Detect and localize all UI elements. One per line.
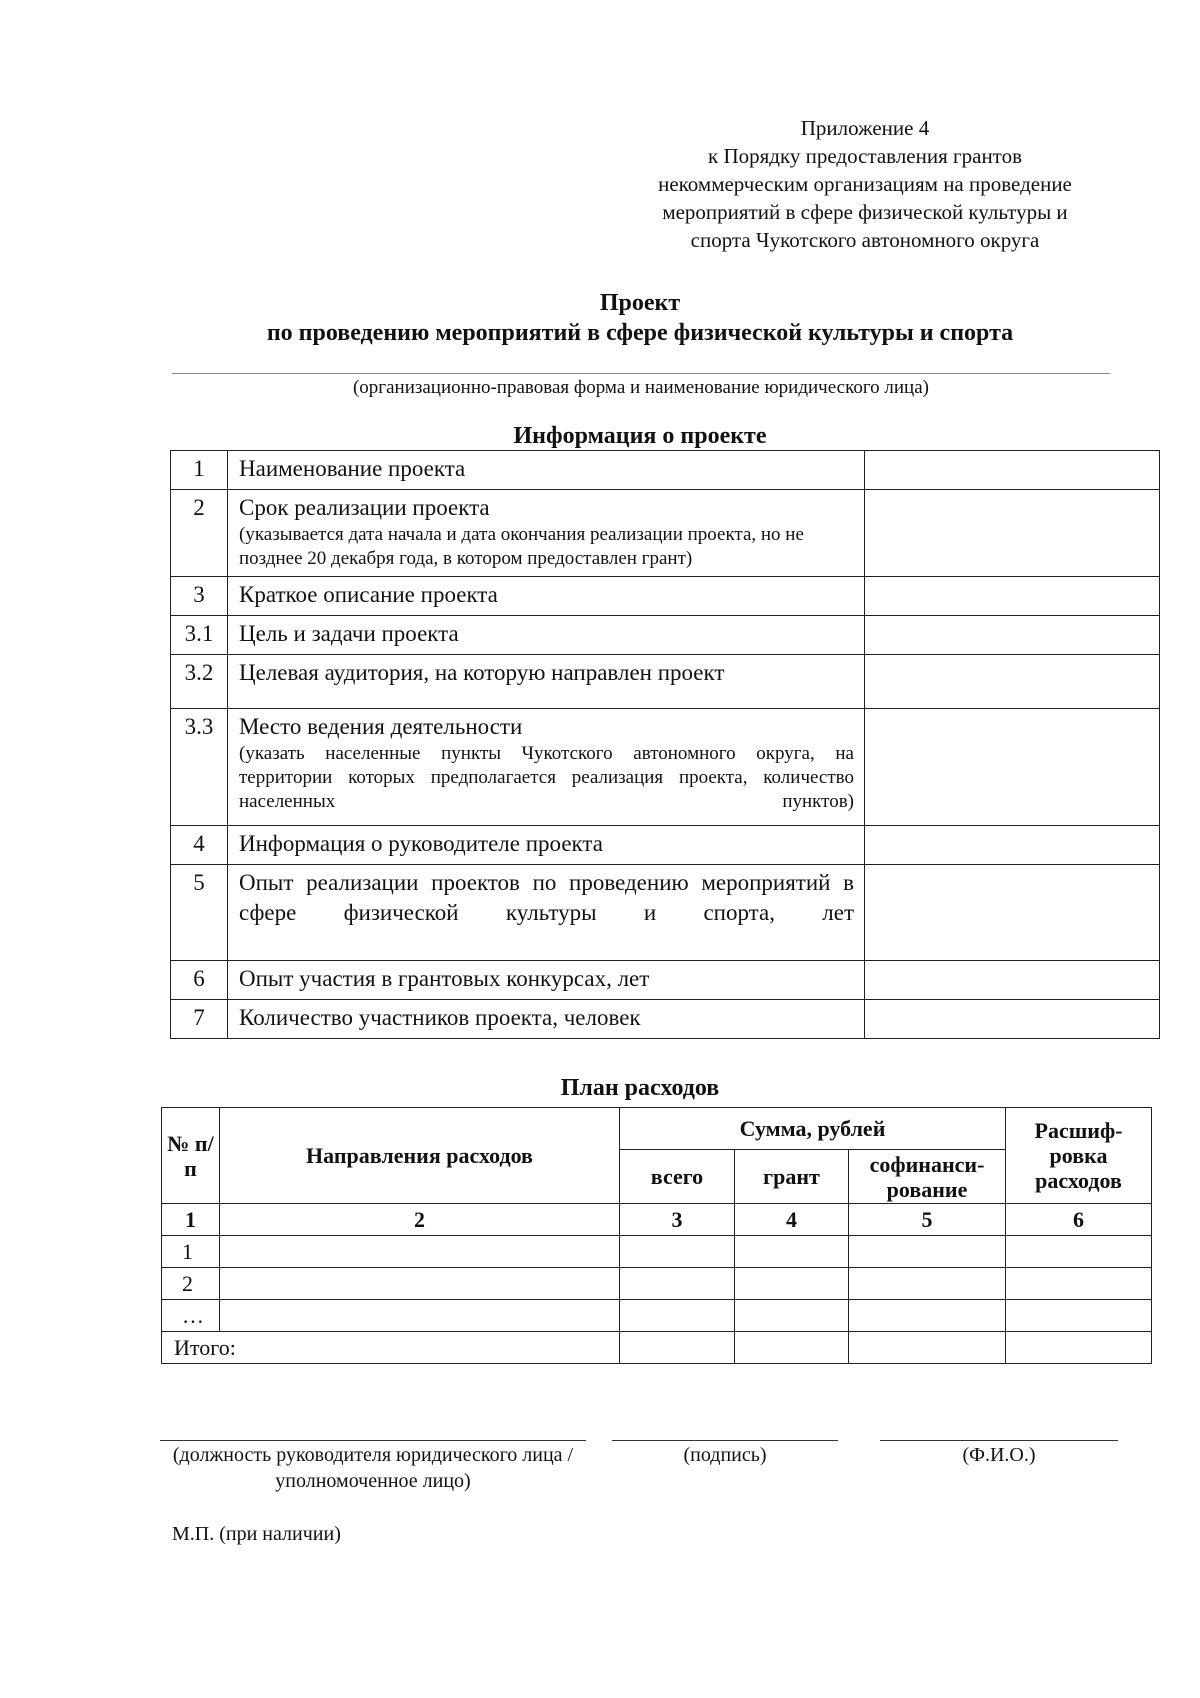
row-label: Количество участников проекта, человек bbox=[228, 1000, 865, 1039]
org-caption: (организационно-правовая форма и наименование юридического лица) bbox=[352, 377, 929, 398]
expense-total-cell[interactable] bbox=[620, 1236, 735, 1268]
row-number: 4 bbox=[171, 826, 228, 865]
expense-cofin-cell[interactable] bbox=[849, 1300, 1006, 1332]
position-signature-line[interactable] bbox=[160, 1440, 586, 1441]
signature-caption: (подпись) bbox=[683, 1444, 767, 1466]
expense-direction-cell[interactable] bbox=[220, 1268, 620, 1300]
appendix-line: мероприятий в сфере физической культуры и bbox=[662, 200, 1068, 224]
expense-decode-cell[interactable] bbox=[1006, 1300, 1152, 1332]
row-number: 1 bbox=[171, 451, 228, 490]
appendix-line: спорта Чукотского автономного округа bbox=[690, 228, 1040, 252]
appendix-line: Приложение 4 bbox=[800, 116, 930, 140]
table-row bbox=[171, 655, 1160, 709]
column-number: 6 bbox=[1006, 1204, 1152, 1236]
row-number: 3.3 bbox=[171, 709, 228, 826]
row-value-cell[interactable] bbox=[865, 826, 1160, 865]
row-label: Наименование проекта bbox=[228, 451, 865, 490]
col-header-number: № п/п bbox=[162, 1108, 220, 1204]
table-row bbox=[162, 1268, 1152, 1300]
table-row bbox=[171, 451, 1160, 490]
row-label: Опыт реализации проектов по проведению мероприятий в сфере физической культуры и спорта, лет bbox=[228, 865, 865, 961]
document-subtitle: по проведению мероприятий в сфере физической культуры и спорта bbox=[266, 320, 1014, 346]
document-title: Проект bbox=[599, 290, 681, 316]
col-header-direction: Направления расходов bbox=[220, 1108, 620, 1204]
row-number: 6 bbox=[171, 961, 228, 1000]
row-label: Краткое описание проекта bbox=[228, 577, 865, 616]
table-row bbox=[171, 577, 1160, 616]
col-header-grant: грант bbox=[735, 1150, 849, 1204]
expense-grant-cell[interactable] bbox=[735, 1268, 849, 1300]
row-number: 2 bbox=[171, 490, 228, 577]
row-value-cell[interactable] bbox=[865, 616, 1160, 655]
signature-line[interactable] bbox=[612, 1440, 838, 1441]
row-number: 3.2 bbox=[171, 655, 228, 709]
plan-table bbox=[161, 1107, 1152, 1364]
col-header-sum: Сумма, рублей bbox=[620, 1108, 1006, 1150]
row-value-cell[interactable] bbox=[865, 961, 1160, 1000]
expense-grant-cell[interactable] bbox=[735, 1332, 849, 1364]
row-value-cell[interactable] bbox=[865, 1000, 1160, 1039]
col-header-cofin: софинанси-рование bbox=[849, 1150, 1006, 1204]
table-row bbox=[171, 961, 1160, 1000]
appendix-reference bbox=[630, 114, 1100, 254]
expense-cofin-cell[interactable] bbox=[849, 1268, 1006, 1300]
row-note: (указывается дата начала и дата окончания реализации проекта, но не позднее 20 декабря года, в котором предоставлен грант) bbox=[239, 524, 804, 569]
table-row bbox=[171, 709, 1160, 826]
info-heading: Информация о проекте bbox=[513, 423, 767, 449]
org-name-line[interactable] bbox=[172, 373, 1110, 374]
expense-total-cell[interactable] bbox=[620, 1268, 735, 1300]
col-header-total: всего bbox=[620, 1150, 735, 1204]
expense-direction-cell[interactable] bbox=[220, 1300, 620, 1332]
info-table bbox=[170, 450, 1160, 1039]
plan-heading: План расходов bbox=[560, 1075, 720, 1101]
row-number: 7 bbox=[171, 1000, 228, 1039]
expense-row-number: 1 bbox=[162, 1236, 220, 1268]
table-row bbox=[171, 616, 1160, 655]
row-number: 3.1 bbox=[171, 616, 228, 655]
total-row bbox=[162, 1332, 1152, 1364]
expense-decode-cell[interactable] bbox=[1006, 1236, 1152, 1268]
row-label: Место ведения деятельности (указать населенные пункты Чукотского автономного округа, на территории которых предполагается реализация проекта, количество населенных пунктов) bbox=[228, 709, 865, 826]
row-value-cell[interactable] bbox=[865, 865, 1160, 961]
column-number: 1 bbox=[162, 1204, 220, 1236]
row-note: (указать населенные пункты Чукотского автономного округа, на территории которых предполагается реализация проекта, количество населенных пунктов) bbox=[239, 743, 854, 812]
row-label: Цель и задачи проекта bbox=[228, 616, 865, 655]
table-row bbox=[162, 1300, 1152, 1332]
row-number: 5 bbox=[171, 865, 228, 961]
expense-grant-cell[interactable] bbox=[735, 1300, 849, 1332]
expense-grant-cell[interactable] bbox=[735, 1236, 849, 1268]
table-row bbox=[171, 490, 1160, 577]
row-value-cell[interactable] bbox=[865, 709, 1160, 826]
row-number: 3 bbox=[171, 577, 228, 616]
column-number-row bbox=[162, 1204, 1152, 1236]
expense-direction-cell[interactable] bbox=[220, 1236, 620, 1268]
expense-decode-cell[interactable] bbox=[1006, 1332, 1152, 1364]
table-row bbox=[171, 1000, 1160, 1039]
expense-row-number: … bbox=[162, 1300, 220, 1332]
table-row bbox=[171, 865, 1160, 961]
row-label: Целевая аудитория, на которую направлен проект bbox=[228, 655, 865, 709]
col-header-decode: Расшиф-ровка расходов bbox=[1006, 1108, 1152, 1204]
row-value-cell[interactable] bbox=[865, 577, 1160, 616]
expense-row-number: 2 bbox=[162, 1268, 220, 1300]
position-caption: (должность руководителя юридического лица / уполномоченное лицо) bbox=[172, 1444, 574, 1492]
plan-header-row bbox=[162, 1108, 1152, 1150]
row-label: Информация о руководителе проекта bbox=[228, 826, 865, 865]
row-label: Срок реализации проекта (указывается дата начала и дата окончания реализации проекта, но не позднее 20 декабря года, в котором предоставлен грант) bbox=[228, 490, 865, 577]
expense-decode-cell[interactable] bbox=[1006, 1268, 1152, 1300]
stamp-note: М.П. (при наличии) bbox=[172, 1523, 341, 1545]
row-value-cell[interactable] bbox=[865, 655, 1160, 709]
expense-cofin-cell[interactable] bbox=[849, 1236, 1006, 1268]
expense-cofin-cell[interactable] bbox=[849, 1332, 1006, 1364]
name-caption: (Ф.И.О.) bbox=[962, 1444, 1036, 1466]
expense-total-cell[interactable] bbox=[620, 1332, 735, 1364]
appendix-line: некоммерческим организациям на проведение bbox=[658, 172, 1072, 196]
row-value-cell[interactable] bbox=[865, 451, 1160, 490]
column-number: 4 bbox=[735, 1204, 849, 1236]
column-number: 2 bbox=[220, 1204, 620, 1236]
column-number: 5 bbox=[849, 1204, 1006, 1236]
table-row bbox=[162, 1236, 1152, 1268]
total-label: Итого: bbox=[162, 1332, 620, 1364]
column-number: 3 bbox=[620, 1204, 735, 1236]
row-label: Опыт участия в грантовых конкурсах, лет bbox=[228, 961, 865, 1000]
expense-total-cell[interactable] bbox=[620, 1300, 735, 1332]
table-row bbox=[171, 826, 1160, 865]
appendix-line: к Порядку предоставления грантов bbox=[708, 144, 1022, 168]
row-value-cell[interactable] bbox=[865, 490, 1160, 577]
full-name-line[interactable] bbox=[880, 1440, 1118, 1441]
